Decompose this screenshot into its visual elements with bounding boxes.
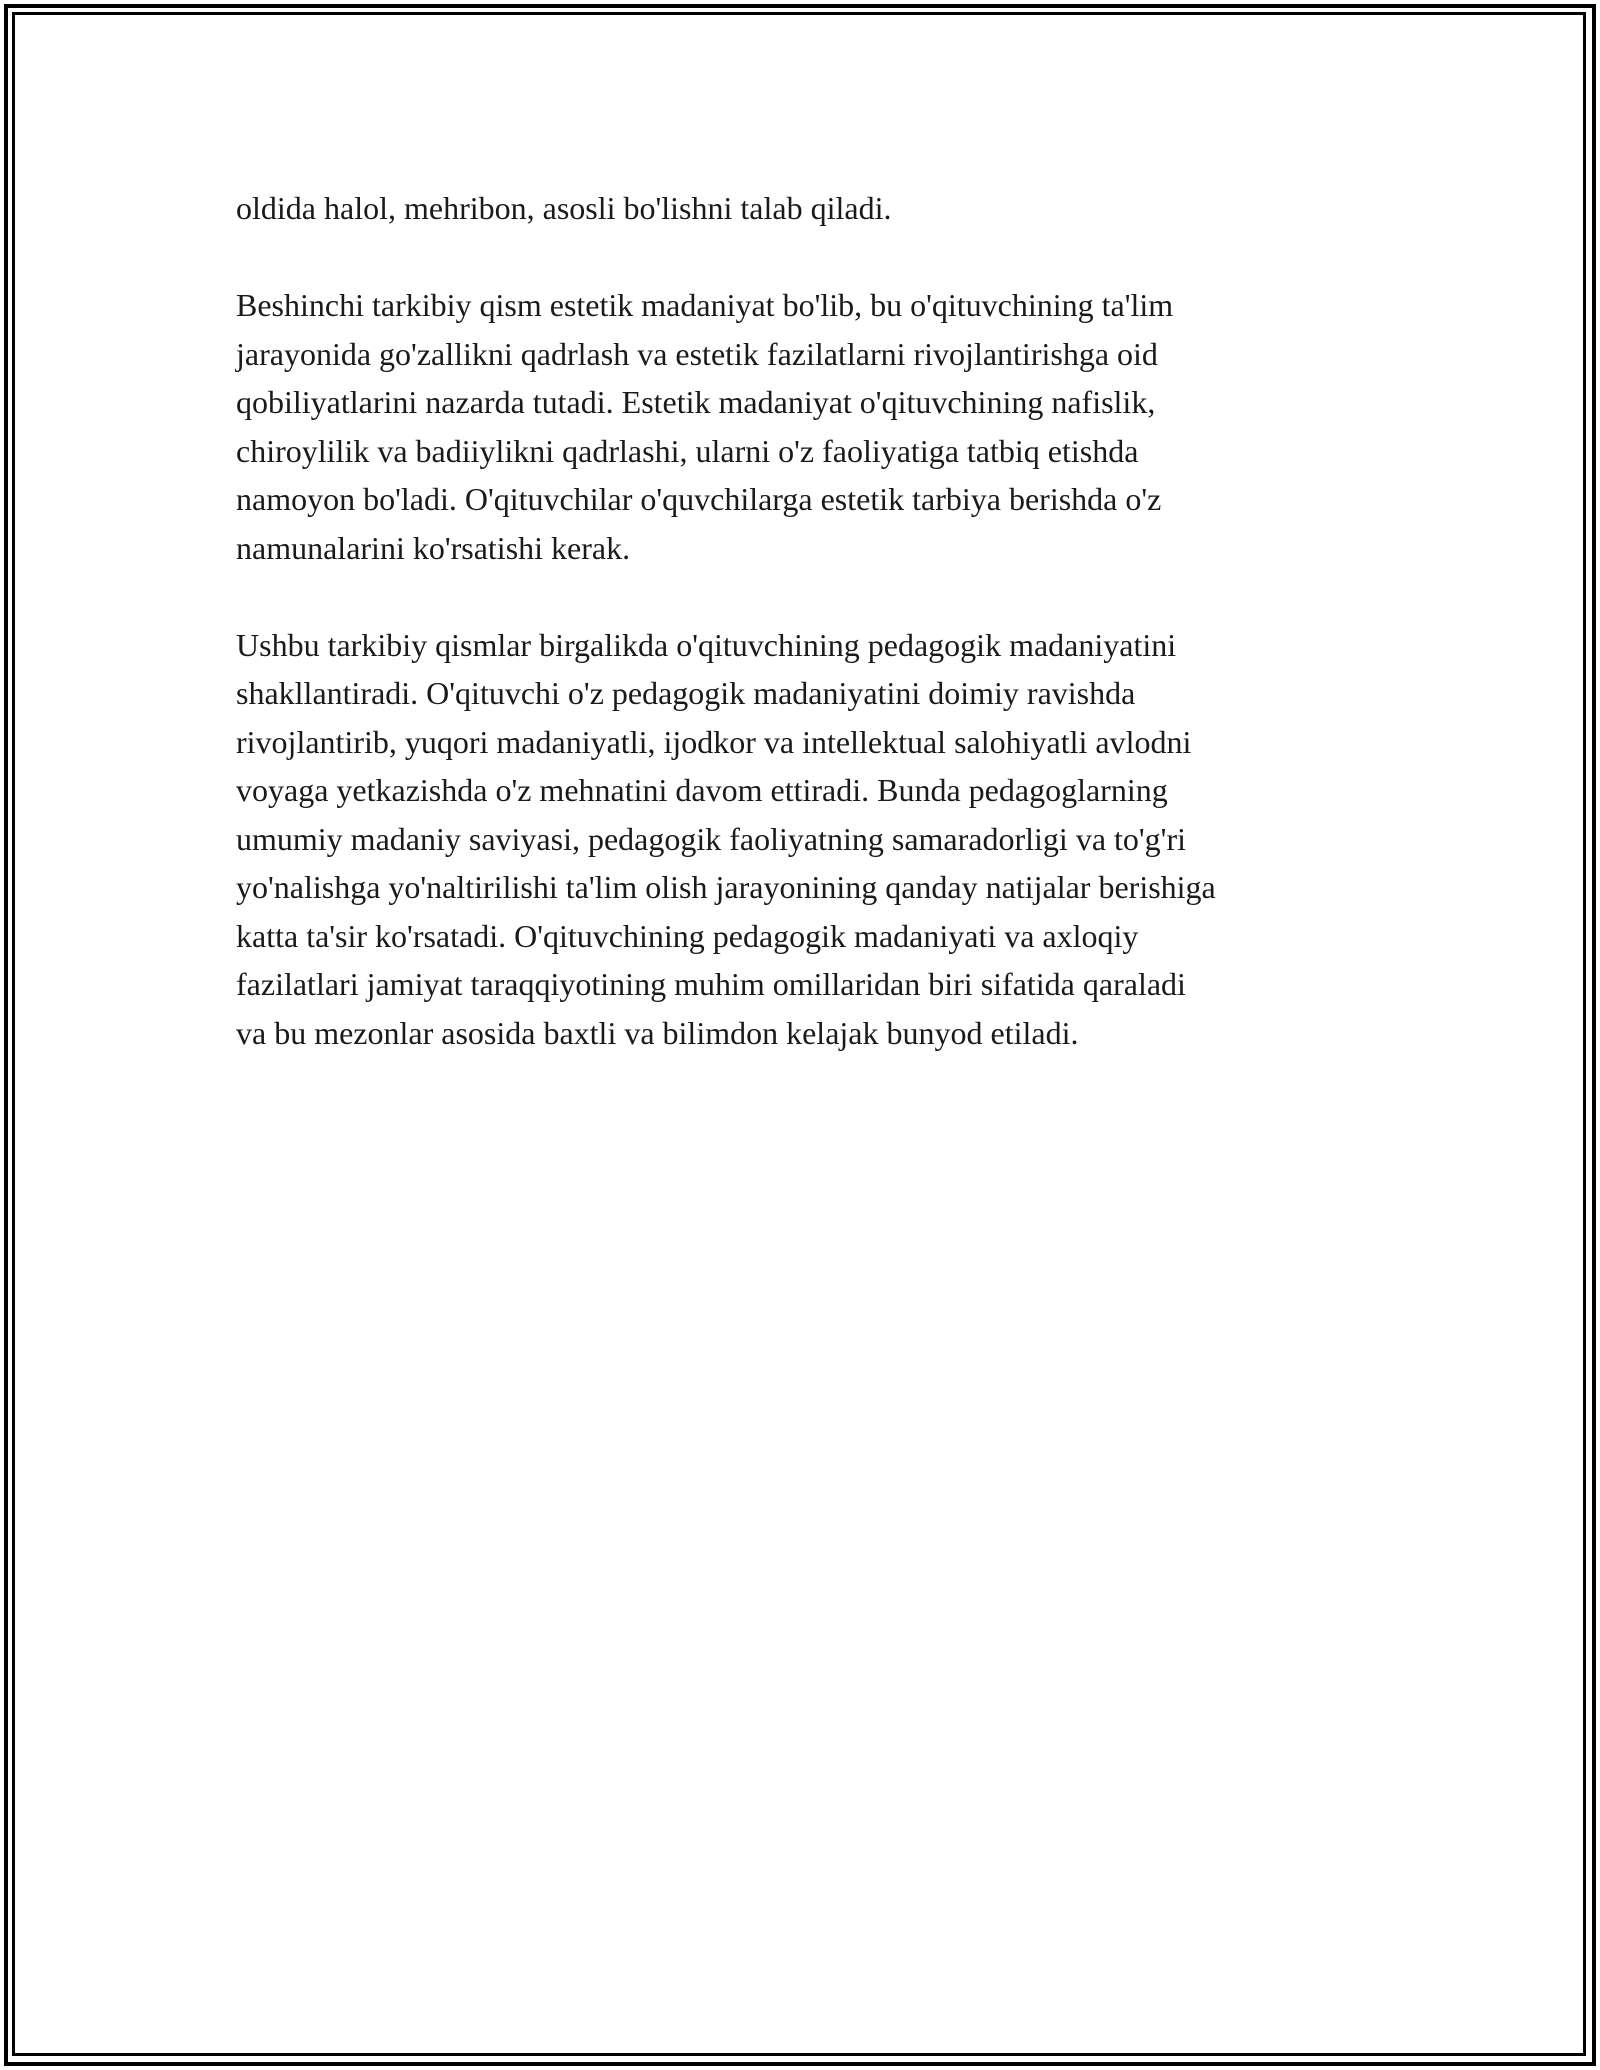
- paragraph-2: Beshinchi tarkibiy qism estetik madaniyat bo'lib, bu o'qituvchining ta'lim jarayonida go'zallikni qadrlash va estetik fazilatlarni rivojlantirishga oid qobiliyatlarini nazarda tutadi. Estetik madaniyat o'qituvchining nafislik, chiroylilik va badiiylikni qadrlashi, ularni o'z faoliyatiga tatbiq etishda namoyon bo'ladi. O'qituvchilar o'quvchilarga estetik tarbiya berishda o'z namunalarini ko'rsatishi kerak.: [236, 287, 1174, 566]
- document-body: [236, 184, 1376, 1106]
- paragraph-1: oldida halol, mehribon, asosli bo'lishni talab qiladi.: [236, 190, 892, 226]
- paragraph-3: Ushbu tarkibiy qismlar birgalikda o'qituvchining pedagogik madaniyatini shakllantiradi. O'qituvchi o'z pedagogik madaniyatini doimiy ravishda rivojlantirib, yuqori madaniyatli, ijodkor va intellektual salohiyatli avlodni voyaga yetkazishda o'z mehnatini davom ettiradi. Bunda pedagoglarning umumiy madaniy saviyasi, pedagogik faoliyatning samaradorligi va to'g'ri yo'nalishga yo'naltirilishi ta'lim olish jarayonining qanday natijalar berishiga katta ta'sir ko'rsatadi. O'qituvchining pedagogik madaniyati va axloqiy fazilatlari jamiyat taraqqiyotining muhim omillaridan biri sifatida qaraladi va bu mezonlar asosida baxtli va bilimdon kelajak bunyod etiladi.: [236, 626, 1216, 1051]
